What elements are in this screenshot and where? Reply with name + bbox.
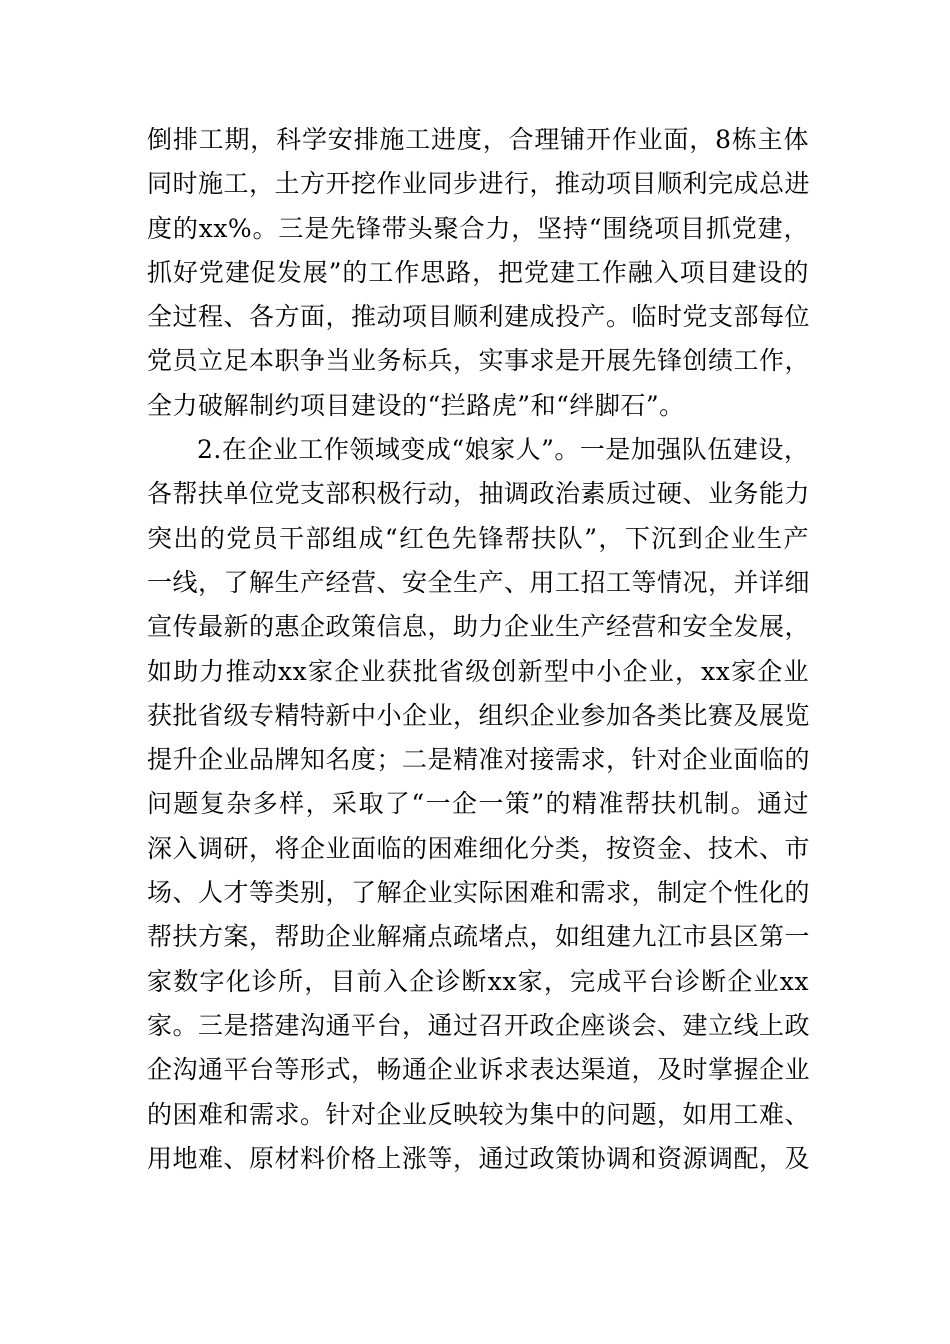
text-line: 全过程、各方面，推动项目顺利建成投产。临时党支部每位 bbox=[147, 302, 811, 332]
text-line: 突出的党员干部组成“红色先锋帮扶队”，下沉到企业生产 bbox=[147, 523, 809, 553]
text-line: 抓好党建促发展”的工作思路，把党建工作融入项目建设的 bbox=[147, 257, 809, 287]
paragraph-start-line: 2.在企业工作领域变成“娘家人”。一是加强队伍建设， bbox=[197, 435, 810, 465]
text-line: 党员立足本职争当业务标兵，实事求是开展先锋创绩工作， bbox=[147, 346, 811, 376]
text-line: 问题复杂多样，采取了“一企一策”的精准帮扶机制。通过 bbox=[147, 789, 809, 819]
body-text bbox=[147, 118, 809, 1181]
text-line: 深入调研，将企业面临的困难细化分类，按资金、技术、市 bbox=[147, 833, 811, 863]
text-line: 如助力推动xx家企业获批省级创新型中小企业，xx家企业 bbox=[147, 656, 809, 686]
text-line: 企沟通平台等形式，畅通企业诉求表达渠道，及时掌握企业 bbox=[147, 1055, 811, 1085]
text-line: 家。三是搭建沟通平台，通过召开政企座谈会、建立线上政 bbox=[147, 1010, 811, 1040]
text-line: 家数字化诊所，目前入企诊断xx家，完成平台诊断企业xx bbox=[147, 966, 809, 996]
text-line: 帮扶方案，帮助企业解痛点疏堵点，如组建九江市县区第一 bbox=[147, 922, 811, 952]
text-line: 倒排工期，科学安排施工进度，合理铺开作业面，8栋主体 bbox=[147, 125, 809, 154]
text-line: 获批省级专精特新中小企业，组织企业参加各类比赛及展览 bbox=[147, 700, 811, 730]
text-line: 场、人才等类别，了解企业实际困难和需求，制定个性化的 bbox=[147, 878, 811, 908]
text-line: 宣传最新的惠企政策信息，助力企业生产经营和安全发展， bbox=[147, 612, 811, 642]
text-line: 全力破解制约项目建设的“拦路虎”和“绊脚石”。 bbox=[147, 390, 685, 420]
text-line: 各帮扶单位党支部积极行动，抽调政治素质过硬、业务能力 bbox=[147, 479, 811, 509]
text-line: 同时施工，土方开挖作业同步进行，推动项目顺利完成总进 bbox=[147, 169, 811, 199]
text-line: 的困难和需求。针对企业反映较为集中的问题，如用工难、 bbox=[147, 1099, 811, 1129]
text-line: 用地难、原材料价格上涨等，通过政策协调和资源调配，及 bbox=[147, 1143, 811, 1173]
text-line: 度的xx%。三是先锋带头聚合力，坚持“围绕项目抓党建， bbox=[147, 213, 809, 243]
text-line: 提升企业品牌知名度；二是精准对接需求，针对企业面临的 bbox=[147, 745, 811, 775]
text-line: 一线，了解生产经营、安全生产、用工招工等情况，并详细 bbox=[147, 567, 811, 597]
